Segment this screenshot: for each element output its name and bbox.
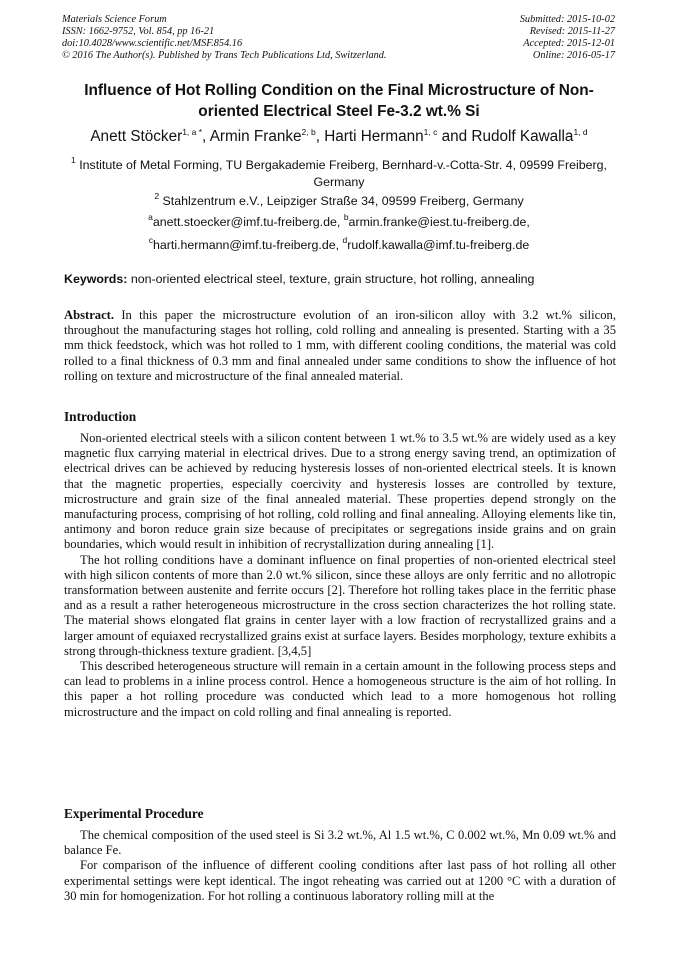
email-address[interactable]: rudolf.kawalla@imf.tu-freiberg.de — [347, 238, 530, 252]
keywords-label: Keywords: — [64, 272, 128, 286]
submission-dates — [520, 14, 615, 62]
author-separator: , — [202, 128, 210, 145]
paragraph: Non-oriented electrical steels with a silicon content between 1 wt.% to 3.5 wt.% are widely used as a key magnetic flux carrying material in electrical drives. Due to a strong energy saving trend, an optimization of electrical drives can be achieved by reducing hysteresis losses of non-oriented electrical steels. It is known that the magnetic properties, especially coercivity and hysteresis losses are controlled by texture, microstructure and grain size of the final annealed material. These properties depend strongly on the manufacturing process, comprising of hot rolling, cold rolling and final annealing. Alloying elements like tin, antimony and boron reduce grain size because of precipitates or segregations inside grains and on grain boundaries, which would result in inhibition of recrystallization during annealing [1]. — [64, 431, 616, 552]
paper-title: Influence of Hot Rolling Condition on the Final Microstructure of Non-oriented Electrical Steel Fe-3.2 wt.% Si — [84, 82, 594, 120]
email-superscript: a — [148, 212, 153, 222]
abstract-label: Abstract. — [64, 308, 115, 322]
email-line-2 — [62, 237, 616, 254]
affiliation-superscript: 2 — [154, 191, 160, 201]
email-superscript: c — [148, 235, 153, 245]
paragraph: The hot rolling conditions have a dominant influence on final properties of non-oriented electrical steel with high silicon contents of more than 2.0 wt.% silicon, since these alloys are only ferritic and no allotropic transformation between austenite and ferrite occurs [2]. Therefore hot rolling takes place in the ferritic phase and as a result a rather heterogeneous microstructure in the cross section characterizes the hot rolling state. The material shows elongated flat grains in center layer with a low fraction of recrystallized grains and a larger amount of equiaxed recrystallized grains exist at surface layers. Besides morphology, texture exhibits a strong through-thickness texture gradient. [3,4,5] — [64, 552, 616, 658]
author-superscript: 1, a * — [182, 127, 203, 137]
author-name: Harti Hermann — [324, 128, 424, 145]
affiliation-text: Stahlzentrum e.V., Leipziger Straße 34, 09599 Freiberg, Germany — [162, 194, 524, 208]
author-name: Rudolf Kawalla — [471, 128, 574, 145]
issn-volume: ISSN: 1662-9752, Vol. 854, pp 16-21 — [62, 26, 215, 37]
copyright: © 2016 The Author(s). Published by Trans Tech Publications Ltd, Switzerland. — [62, 50, 387, 61]
email-line-1 — [62, 214, 616, 231]
paragraph: This described heterogeneous structure will remain in a certain amount in the following process steps and can lead to problems in a inline process control. Hence a homogeneous structure is the aim of hot rolling. In this paper a hot rolling procedure was conducted which lead to a more homogenous hot rolling microstructure and the impact on cold rolling and final annealing is reported. — [64, 659, 616, 719]
email-separator: , — [526, 215, 530, 229]
author-list — [40, 127, 638, 147]
email-address[interactable]: harti.hermann@imf.tu-freiberg.de — [152, 238, 336, 252]
affiliation-1 — [62, 157, 616, 191]
email-address[interactable]: armin.franke@iest.tu-freiberg.de — [348, 215, 527, 229]
abstract-text: In this paper the microstructure evolution of an iron-silicon alloy with 3.2 wt.% silicon, throughout the manufacturing stages hot rolling, cold rolling and annealing is presented. Starting with a 35 mm thick feedstock, which was hot rolled to 1 mm, with different cooling conditions, the material was cold rolled to a final thickness of 0.3 mm and final annealed under same conditions to show the influence of hot rolling on texture and microstructure of the final annealed material. — [64, 308, 616, 383]
author-separator: , — [315, 128, 325, 145]
doi: doi:10.4028/www.scientific.net/MSF.854.16 — [62, 38, 243, 49]
affiliation-2 — [62, 193, 616, 210]
abstract — [64, 308, 616, 384]
keywords-text: non-oriented electrical steel, texture, grain structure, hot rolling, annealing — [130, 272, 535, 286]
journal-name: Materials Science Forum — [62, 14, 167, 25]
author-superscript: 1, d — [573, 127, 588, 137]
paragraph: The chemical composition of the used steel is Si 3.2 wt.%, Al 1.5 wt.%, C 0.002 wt.%, Mn 0.09 wt.% and balance Fe. — [64, 828, 616, 858]
email-superscript: d — [342, 235, 348, 245]
section-heading-experimental: Experimental Procedure — [64, 806, 204, 821]
revised-date: Revised: 2015-11-27 — [529, 26, 615, 37]
email-superscript: b — [343, 212, 349, 222]
email-separator: , — [335, 238, 343, 252]
paragraph: For comparison of the influence of different cooling conditions after last pass of hot rolling all other experimental settings were kept identical. The ingot reheating was carried out at 1200 °C with a duration of 30 min for homogenization. For hot rolling a continuous laboratory rolling mill at the — [64, 858, 616, 903]
author-name: Armin Franke — [209, 128, 302, 145]
accepted-date: Accepted: 2015-12-01 — [523, 38, 615, 49]
experimental-body — [64, 828, 616, 904]
section-heading-introduction: Introduction — [64, 409, 137, 424]
author-superscript: 1, c — [423, 127, 438, 137]
author-separator: and — [437, 128, 472, 145]
introduction-body — [64, 431, 616, 720]
email-address[interactable]: anett.stoecker@imf.tu-freiberg.de — [152, 215, 337, 229]
author-superscript: 2, b — [301, 127, 316, 137]
affiliation-text: Institute of Metal Forming, TU Bergakademie Freiberg, Bernhard-v.-Cotta-Str. 4, 09599 Freiberg, Germany — [79, 158, 607, 189]
submitted-date: Submitted: 2015-10-02 — [519, 14, 615, 25]
journal-info — [62, 14, 386, 62]
keywords — [64, 271, 616, 288]
online-date: Online: 2016-05-17 — [532, 50, 615, 61]
email-separator: , — [336, 215, 344, 229]
affiliation-superscript: 1 — [71, 155, 76, 165]
author-name: Anett Stöcker — [90, 128, 183, 145]
